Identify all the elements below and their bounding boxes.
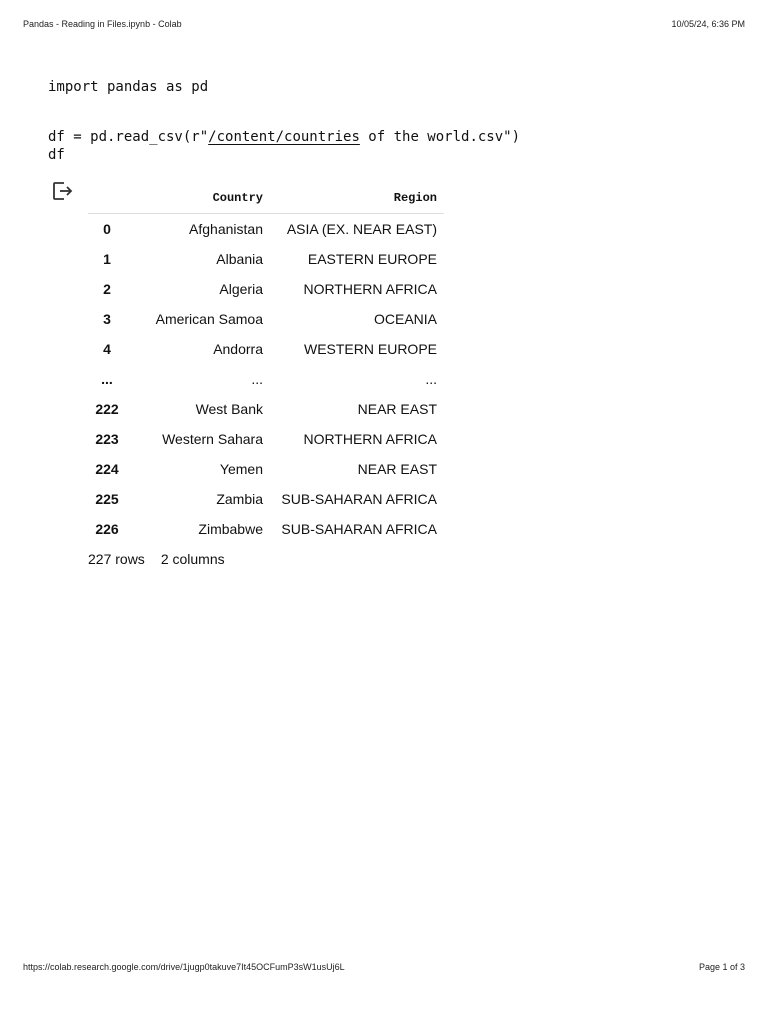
row-index: 226 [95, 521, 119, 537]
file-path-link[interactable]: /content/countries [208, 129, 360, 145]
country-cell: Algeria [219, 281, 263, 297]
country-cell: West Bank [195, 401, 263, 417]
row-index: 225 [95, 491, 119, 507]
table-row [88, 484, 444, 514]
country-cell: Albania [216, 251, 263, 267]
row-index: 3 [103, 311, 111, 327]
region-cell: NORTHERN AFRICA [303, 431, 437, 447]
country-cell: ... [251, 371, 263, 387]
table-row [88, 274, 444, 304]
print-header-title: Pandas - Reading in Files.ipynb - Colab [23, 19, 182, 29]
region-cell: NORTHERN AFRICA [303, 281, 437, 297]
country-cell: Andorra [213, 341, 263, 357]
table-row [88, 214, 444, 245]
table-row [88, 394, 444, 424]
table-row [88, 334, 444, 364]
country-column-header: Country [126, 183, 270, 214]
code-suffix: of the world.csv") [359, 129, 521, 145]
country-cell: Western Sahara [162, 431, 263, 447]
table-row [88, 424, 444, 454]
code-prefix: df = pd.read_csv(r" [48, 129, 209, 145]
row-index: 222 [95, 401, 119, 417]
region-cell: ASIA (EX. NEAR EAST) [286, 221, 437, 237]
region-cell: ... [425, 371, 437, 387]
region-cell: SUB-SAHARAN AFRICA [281, 491, 437, 507]
country-cell: Zimbabwe [198, 521, 263, 537]
row-index: 224 [95, 461, 119, 477]
code-cell-read-csv[interactable] [48, 128, 520, 146]
country-cell: Yemen [219, 461, 263, 477]
region-cell: NEAR EAST [357, 461, 437, 477]
country-cell: Afghanistan [189, 221, 263, 237]
table-header-row [88, 183, 444, 214]
row-index: ... [101, 371, 113, 387]
table-row [88, 304, 444, 334]
row-index: 223 [95, 431, 119, 447]
region-cell: OCEANIA [373, 311, 437, 327]
country-cell: Zambia [216, 491, 263, 507]
print-footer-url: https://colab.research.google.com/drive/1jugp0takuve7It45OCFumP3sW1usUj6L [23, 962, 345, 972]
row-count: 227 rows [88, 551, 145, 567]
region-cell: EASTERN EUROPE [307, 251, 437, 267]
code-cell-import[interactable]: import pandas as pd [48, 79, 209, 95]
region-cell: NEAR EAST [357, 401, 437, 417]
region-column-header: Region [270, 183, 444, 214]
row-index: 1 [103, 251, 111, 267]
code-cell-df[interactable]: df [48, 147, 65, 163]
print-header-datetime: 10/05/24, 6:36 PM [671, 19, 745, 29]
row-index: 0 [103, 221, 111, 237]
column-count: 2 columns [160, 551, 225, 567]
dataframe-shape [88, 551, 225, 567]
table-row [88, 514, 444, 544]
table-row [88, 244, 444, 274]
country-cell: American Samoa [155, 311, 263, 327]
row-index: 2 [103, 281, 111, 297]
dataframe-table [88, 183, 444, 544]
row-index: 4 [103, 341, 111, 357]
region-cell: WESTERN EUROPE [303, 341, 437, 357]
output-redirect-icon[interactable] [52, 181, 74, 201]
table-row-ellipsis [88, 364, 444, 394]
index-column-header [88, 183, 126, 214]
table-row [88, 454, 444, 484]
region-cell: SUB-SAHARAN AFRICA [281, 521, 437, 537]
print-footer-page: Page 1 of 3 [698, 962, 745, 972]
